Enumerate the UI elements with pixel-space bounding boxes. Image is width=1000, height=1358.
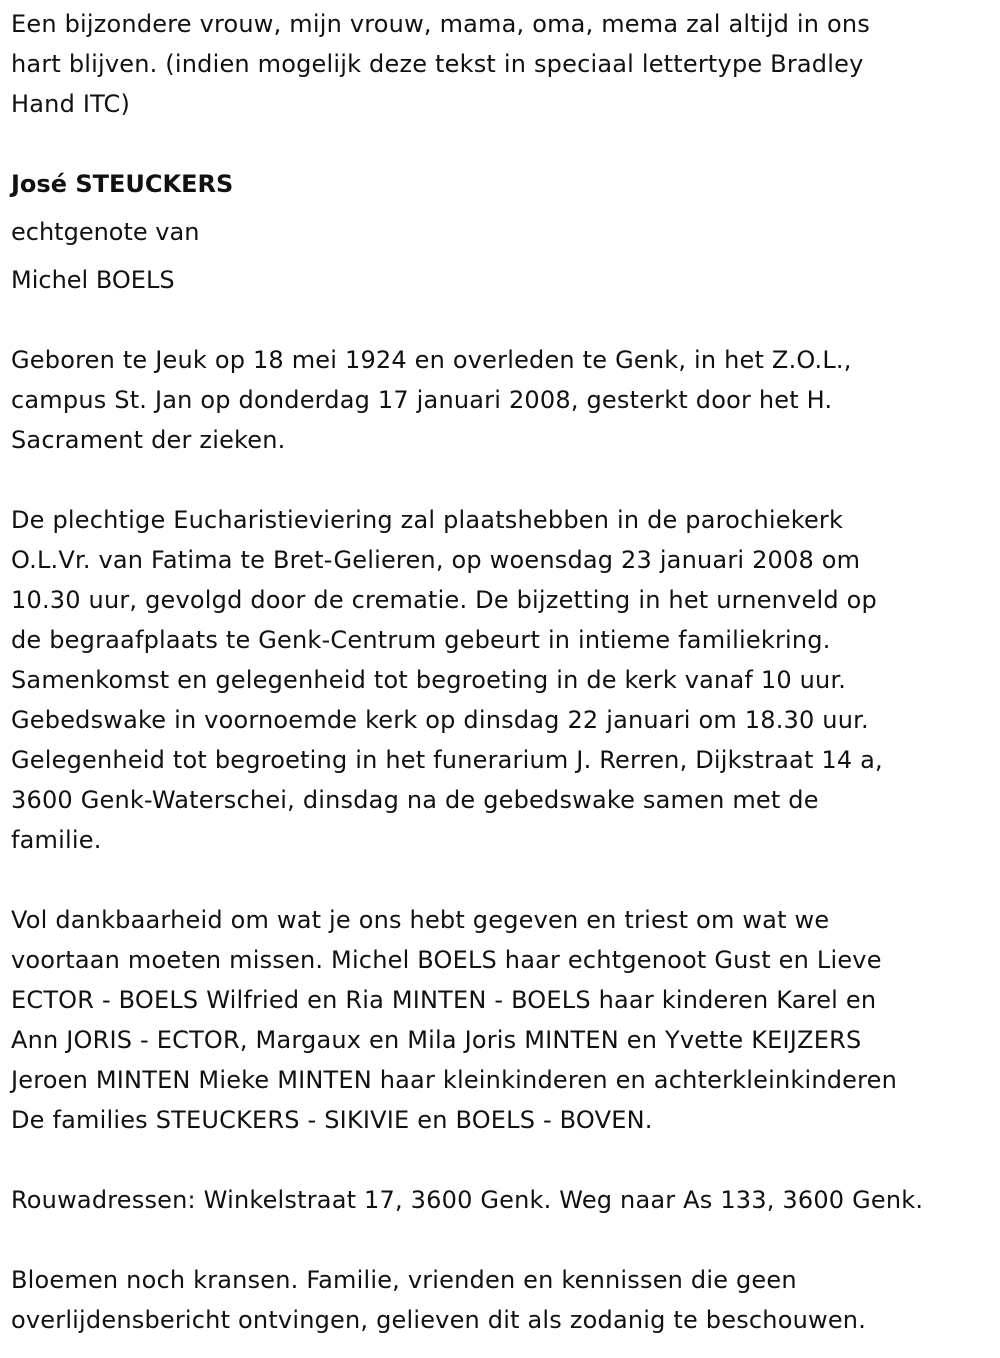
- spacer: [11, 124, 990, 164]
- spacer: [11, 1140, 990, 1180]
- spacer: [11, 460, 990, 500]
- relation-text: echtgenote van: [11, 218, 200, 246]
- spacer: [11, 860, 990, 900]
- spacer: [11, 308, 990, 340]
- deceased-name: José STEUCKERS: [11, 170, 234, 198]
- intro-paragraph: Een bijzondere vrouw, mijn vrouw, mama, oma, mema zal altijd in ons hart blijven. (indien mogelijk deze tekst in speciaal lettertype Bradley Hand ITC): [11, 10, 870, 118]
- birth-death-paragraph: Geboren te Jeuk op 18 mei 1924 en overleden te Genk, in het Z.O.L., campus St. Jan op donderdag 17 januari 2008, gesterkt door het H. Sacrament der zieken.: [11, 346, 852, 454]
- flowers-paragraph: Bloemen noch kransen. Familie, vrienden en kennissen die geen overlijdensbericht ontvingen, gelieven dit als zodanig te beschouwen.: [11, 1266, 867, 1334]
- family-paragraph: Vol dankbaarheid om wat je ons hebt gegeven en triest om wat we voortaan moeten missen. Michel BOELS haar echtgenoot Gust en Lieve ECTOR - BOELS Wilfried en Ria MINTEN - BOELS haar kinderen Karel en Ann JORIS - ECTOR, Margaux en Mila Joris MINTEN en Yvette KEIJZERS Jeroen MINTEN Mieke MINTEN haar kleinkinderen en achterkleinkinderen De families STEUCKERS - SIKIVIE en BOELS - BOVEN.: [11, 906, 898, 1134]
- spacer: [11, 1220, 990, 1260]
- addresses-paragraph: Rouwadressen: Winkelstraat 17, 3600 Genk. Weg naar As 133, 3600 Genk.: [11, 1186, 924, 1214]
- ceremony-paragraph: De plechtige Eucharistieviering zal plaatshebben in de parochiekerk O.L.Vr. van Fatima te Bret-Gelieren, op woensdag 23 januari 2008 om 10.30 uur, gevolgd door de crematie. De bijzetting in het urnenveld op de begraafplaats te Genk-Centrum gebeurt in intieme familiekring. Samenkomst en gelegenheid tot begroeting in de kerk vanaf 10 uur. Gebedswake in voornoemde kerk op dinsdag 22 januari om 18.30 uur. Gelegenheid tot begroeting in het funerarium J. Rerren, Dijkstraat 14 a, 3600 Genk-Waterschei, dinsdag na de gebedswake samen met de familie.: [11, 506, 883, 854]
- spouse-name: Michel BOELS: [11, 266, 175, 294]
